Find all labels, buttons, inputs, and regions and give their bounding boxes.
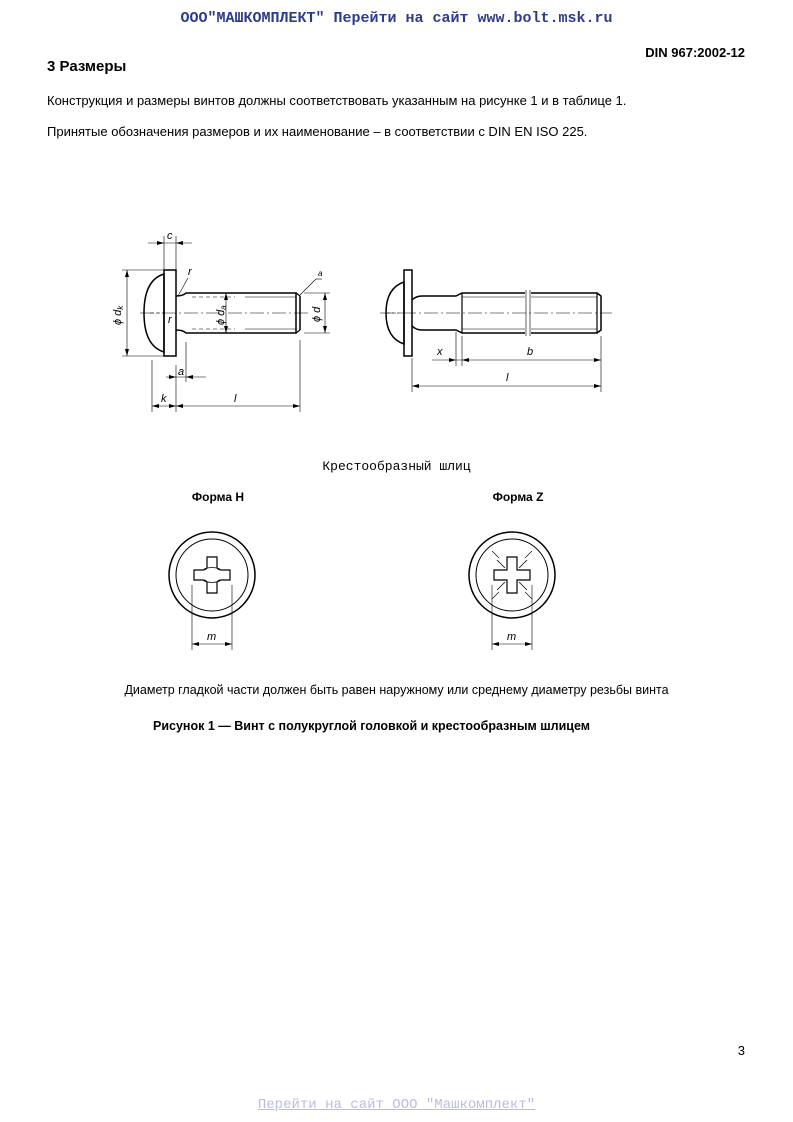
form-h-label: Форма H	[191, 490, 245, 504]
dim-m-h-label: m	[207, 631, 217, 643]
dim-x-label: x	[437, 346, 443, 358]
page-number: 3	[737, 1043, 745, 1058]
right-screw-view	[380, 270, 612, 392]
dim-da-label: ϕ da	[215, 305, 228, 325]
dim-l-label: l	[234, 393, 237, 405]
dim-dk-label: ϕ dk	[112, 305, 125, 325]
paragraph-2: Принятые обозначения размеров и их наименование – в соответствии с DIN EN ISO 225.	[47, 124, 588, 139]
footer-site-link[interactable]: Перейти на сайт ООО "Машкомплект"	[257, 1097, 536, 1113]
dim-b-label: b	[527, 346, 534, 358]
dim-d-label: ϕ d	[311, 306, 323, 322]
dim-r-label: r	[188, 266, 192, 278]
slot-title: Крестообразный шлиц	[322, 459, 471, 474]
standard-id: DIN 967:2002-12	[645, 45, 745, 60]
dim-c-label: c	[167, 230, 173, 242]
figure-footnote: Диаметр гладкой части должен быть равен наружному или среднему диаметру резьбы винта	[124, 683, 669, 697]
dim-m-z-label: m	[507, 631, 517, 643]
paragraph-1: Конструкция и размеры винтов должны соответствовать указанным на рисунке 1 и в таблице 1.	[47, 93, 627, 108]
dim-r-inner-label: r	[168, 314, 172, 326]
dim-l2-label: l	[506, 372, 509, 384]
dim-k-label: k	[161, 393, 167, 405]
form-z-label: Форма Z	[492, 490, 544, 504]
note-a-label: a	[318, 269, 323, 278]
header-site-link[interactable]: ООО"МАШКОМПЛЕКТ" Перейти на сайт www.bolt.msk.ru	[180, 10, 613, 27]
dim-a-label: a	[178, 366, 185, 378]
figure-caption: Рисунок 1 — Винт с полукруглой головкой и крестообразным шлицем	[153, 719, 591, 733]
section-title: 3 Размеры	[47, 58, 127, 75]
